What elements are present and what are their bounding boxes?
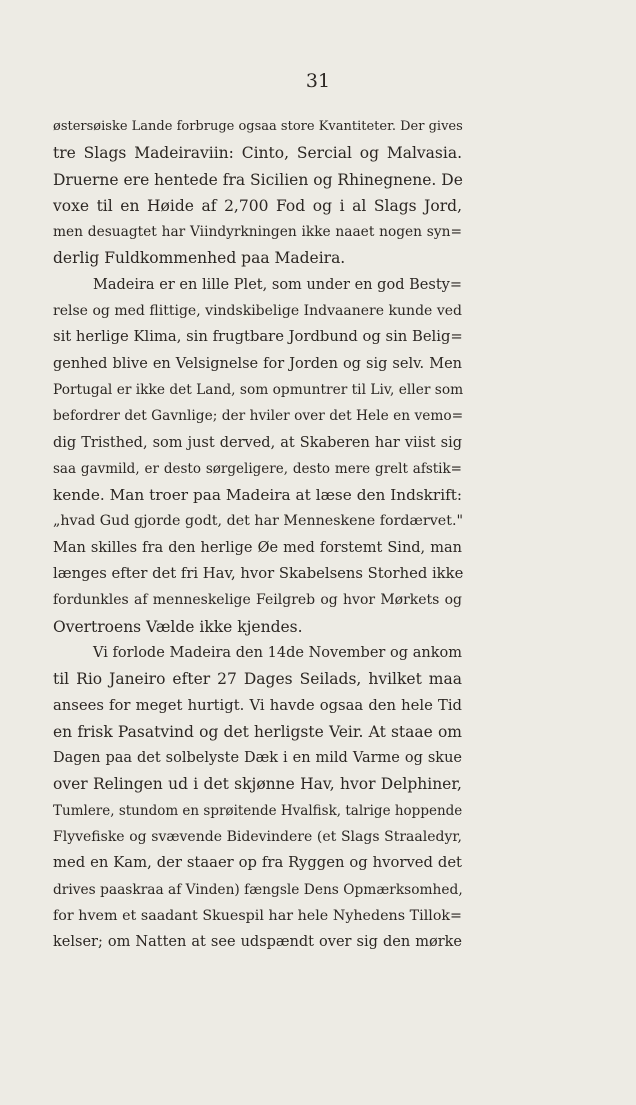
text-line: tre Slags Madeiraviin: Cinto, Sercial og Malvasia. <box>53 144 462 163</box>
text-line: sit herlige Klima, sin frugtbare Jordbund og sin Belig= <box>53 328 463 346</box>
text-line: til Rio Janeiro efter 27 Dages Seilads, hvilket maa <box>53 670 462 689</box>
text-line: østersøiske Lande forbruge ogsaa store Kvantiteter. Der gives <box>53 119 463 134</box>
text-line: fordunkles af menneskelige Feilgreb og hvor Mørkets og <box>53 592 462 609</box>
text-line: Madeira er en lille Plet, som under en god Besty= <box>93 276 462 293</box>
text-line: saa gavmild, er desto sørgeligere, desto mere grelt afstik= <box>53 460 462 477</box>
text-line: over Relingen ud i det skjønne Hav, hvor Delphiner, <box>53 775 462 794</box>
text-line: Overtroens Vælde ikke kjendes. <box>53 617 303 636</box>
text-line: derlig Fuldkommenhed paa Madeira. <box>53 249 346 268</box>
text-line: Druerne ere hentede fra Sicilien og Rhinegnene. De <box>53 170 463 189</box>
page-number: 31 <box>305 70 331 92</box>
text-line: Man skilles fra den herlige Øe med forstemt Sind, man <box>53 539 462 556</box>
text-line: Tumlere, stundom en sprøitende Hvalfisk, talrige hoppende <box>53 802 463 819</box>
text-line: Portugal er ikke det Land, som opmuntrer til Liv, eller som <box>53 381 464 398</box>
text-line: med en Kam, der staaer op fra Ryggen og hvorved det <box>53 854 462 872</box>
text-line: Flyvefiske og svævende Bidevindere (et Slags Straaledyr, <box>53 829 462 846</box>
text-line: drives paaskraa af Vinden) fængsle Dens Opmærksomhed, <box>53 881 463 898</box>
text-line: Vi forlode Madeira den 14de November og ankom <box>93 644 462 661</box>
text-line: en frisk Pasatvind og det herligste Veir. At staae om <box>53 722 462 741</box>
body-text <box>53 114 462 956</box>
text-line: for hvem et saadant Skuespil har hele Nyhedens Tillok= <box>53 907 462 924</box>
text-line: men desuagtet har Viindyrkningen ikke naaet nogen syn= <box>53 224 462 241</box>
text-line: dig Tristhed, som just derved, at Skaberen har viist sig <box>53 434 462 451</box>
text-line: kelser; om Natten at see udspændt over sig den mørke <box>53 934 462 951</box>
text-line: „hvad Gud gjorde godt, det har Menneskene fordærvet." <box>53 513 464 530</box>
text-line: længes efter det fri Hav, hvor Skabelsens Storhed ikke <box>53 565 464 583</box>
text-line: voxe til en Høide af 2,700 Fod og i al Slags Jord, <box>53 196 462 215</box>
text-line: genhed blive en Velsignelse for Jorden og sig selv. Men <box>53 355 462 372</box>
text-line: ansees for meget hurtigt. Vi havde ogsaa den hele Tid <box>53 696 462 714</box>
text-line: kende. Man troer paa Madeira at læse den Indskrift: <box>53 486 462 505</box>
text-line: relse og med flittige, vindskibelige Indvaanere kunde ved <box>53 303 462 320</box>
text-line: befordrer det Gavnlige; der hviler over det Hele en vemo= <box>53 408 464 425</box>
text-line: Dagen paa det solbelyste Dæk i en mild Varme og skue <box>53 750 462 767</box>
